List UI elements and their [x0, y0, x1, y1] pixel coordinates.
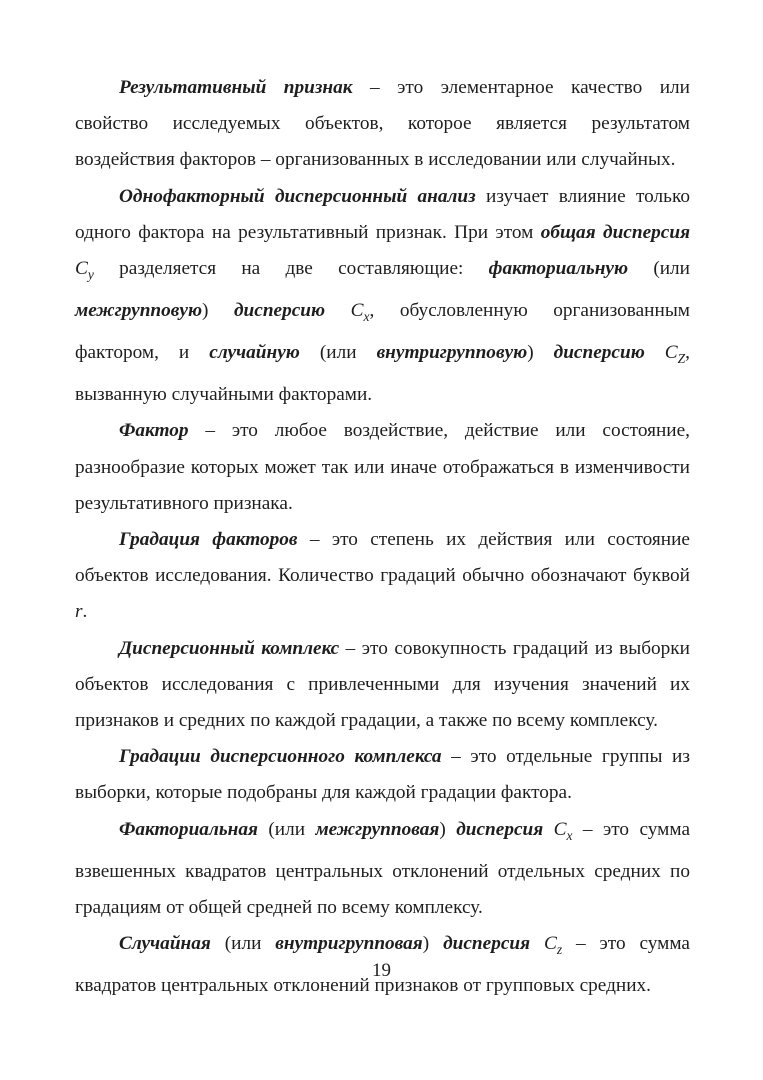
term-highlight: межгрупповую [75, 300, 203, 322]
paragraph-one-factor-analysis [75, 179, 690, 414]
italic-symbol: C [553, 818, 567, 840]
italic-symbol: C [664, 342, 678, 364]
text-run: – это элементарное качество или свойство исследуемых объектов, которое является результатом воздействия факторов – организованных в исследовании или случайных. [75, 77, 690, 171]
term-highlight: дисперсию [233, 300, 326, 322]
term-highlight: дисперсия [456, 818, 544, 840]
italic-symbol: C [75, 258, 88, 280]
text-run: (или [299, 342, 377, 364]
text-run: – это степень их действия или состояние объектов исследования. Количество градаций обычно обозначают буквой [75, 529, 690, 587]
text-run [325, 300, 351, 321]
paragraph-factor [75, 413, 690, 522]
paragraph-dispersion-complex [75, 631, 690, 740]
term-highlight: Случайная [119, 933, 211, 955]
subscript-index: z [556, 941, 563, 957]
text-run: изучает влияние только одного фактора на результативный признак. При этом [75, 185, 691, 243]
term-highlight: Дисперсионный комплекс [119, 637, 340, 659]
text-run: (или [210, 933, 276, 955]
paragraph-complex-gradations [75, 739, 690, 811]
term-highlight: случайную [209, 342, 300, 364]
term-highlight: общая дисперсия [540, 221, 691, 243]
text-run: – это сумма квадратов центральных отклонений признаков от групповых средних. [75, 933, 690, 997]
body-text [75, 70, 690, 1004]
term-highlight: Градации дисперсионного комплекса [119, 746, 442, 768]
subscript-index: y [87, 266, 94, 282]
text-run: – это отдельные группы из выборки, которые подобраны для каждой градации фактора. [75, 746, 690, 804]
term-highlight: Факториальная [119, 818, 258, 840]
text-run: – это любое воздействие, действие или состояние, разнообразие которых может так или иначе отображаться в изменчивости результативного признака. [75, 420, 690, 514]
page-number: 19 [372, 960, 391, 981]
text-run: , вызванную случайными факторами. [75, 342, 690, 406]
term-highlight: Градация факторов [119, 529, 298, 551]
text-run: ) [202, 300, 234, 322]
paragraph-factorial-dispersion [75, 812, 690, 926]
italic-symbol: C [543, 933, 557, 955]
text-run: (или [257, 818, 316, 840]
text-run [543, 819, 553, 840]
paragraph-resultative-feature [75, 70, 690, 179]
term-highlight: внутригрупповую [376, 342, 528, 364]
subscript-index: x [566, 827, 573, 843]
term-highlight: Однофакторный дисперсионный анализ [119, 185, 476, 207]
text-run [530, 933, 544, 954]
text-run: ) [439, 818, 457, 840]
term-highlight: дисперсия [443, 933, 531, 955]
italic-symbol: C [350, 300, 364, 322]
text-run: . [82, 601, 88, 623]
subscript-index: Z [677, 351, 686, 366]
text-run [645, 342, 665, 363]
italic-symbol: r [75, 601, 83, 623]
text-run: ) [422, 933, 444, 955]
text-run: ) [527, 342, 554, 364]
term-highlight: факториальную [488, 258, 629, 280]
text-run: , обусловленную организованным фактором, и [75, 300, 690, 364]
text-run: – это совокупность градаций из выборки объектов исследования с привлеченными для изучения значений их признаков и средних по каждой градации, а также по всему комплексу. [75, 637, 690, 732]
subscript-index: x [363, 308, 370, 324]
term-highlight: дисперсию [553, 342, 645, 364]
text-run: разделяется на две составляющие: [93, 258, 489, 280]
term-highlight: Фактор [119, 420, 189, 442]
term-highlight: внутригрупповая [275, 933, 423, 955]
term-highlight: межгрупповая [315, 818, 440, 840]
term-highlight: Результативный признак [119, 77, 353, 98]
text-run: (или [628, 258, 690, 280]
paragraph-factor-gradation [75, 522, 690, 631]
text-run: – это сумма взвешенных квадратов центральных отклонений отдельных средних по градациям от общей средней по всему комплексу. [75, 818, 691, 918]
